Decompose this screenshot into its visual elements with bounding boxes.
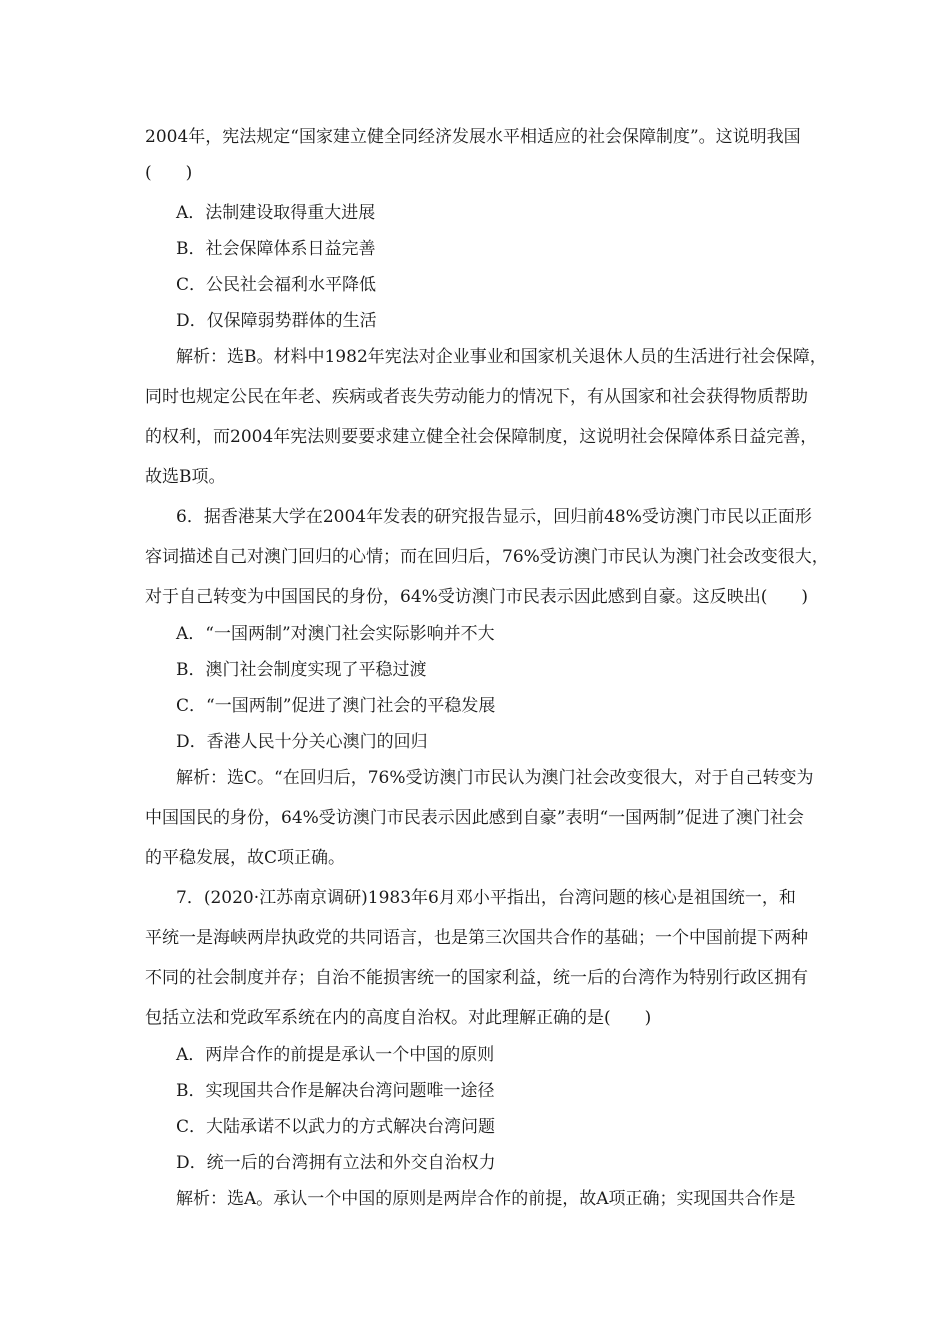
q7-option-c: C．大陆承诺不以武力的方式解决台湾问题 [176,1117,496,1137]
q7-option-a: A．两岸合作的前提是承认一个中国的原则 [176,1045,495,1065]
q6-analysis-line-2: 中国国民的身份，64%受访澳门市民表示因此感到自豪”表明“一国两制”促进了澳门社会 [145,808,804,828]
q7-option-d: D．统一后的台湾拥有立法和外交自治权力 [176,1153,496,1173]
q5-option-d: D．仅保障弱势群体的生活 [176,311,377,331]
q7-option-b: B．实现国共合作是解决台湾问题唯一途径 [176,1081,495,1101]
q6-analysis-line-1: 解析：选C。“在回归后，76%受访澳门市民认为澳门社会改变很大，对于自己转变为 [176,768,814,788]
q5-stem-line-1: 2004年，宪法规定“国家建立健全同经济发展水平相适应的社会保障制度”。这说明我国 [145,127,801,147]
q5-analysis-line-3: 的权利，而2004年宪法则要要求建立健全社会保障制度，这说明社会保障体系日益完善， [145,427,818,447]
q5-stem-line-2: ( ) [145,163,193,183]
q6-stem-line-3: 对于自己转变为中国国民的身份，64%受访澳门市民表示因此感到自豪。这反映出( ) [145,587,809,607]
q7-stem-line-4: 包括立法和党政军系统在内的高度自治权。对此理解正确的是( ) [145,1008,652,1028]
q6-stem-line-2: 容词描述自己对澳门回归的心情；而在回归后，76%受访澳门市民认为澳门社会改变很大， [145,547,829,567]
q6-option-c: C．“一国两制”促进了澳门社会的平稳发展 [176,696,496,716]
q6-option-a: A．“一国两制”对澳门社会实际影响并不大 [176,624,495,644]
q5-analysis-line-2: 同时也规定公民在年老、疾病或者丧失劳动能力的情况下，有从国家和社会获得物质帮助 [145,387,808,407]
q6-option-b: B．澳门社会制度实现了平稳过渡 [176,660,427,680]
q5-analysis-line-4: 故选B项。 [145,467,226,487]
q5-option-c: C．公民社会福利水平降低 [176,275,377,295]
q7-stem-line-3: 不同的社会制度并存；自治不能损害统一的国家利益，统一后的台湾作为特别行政区拥有 [145,968,808,988]
q5-option-b: B．社会保障体系日益完善 [176,239,376,259]
q6-option-d: D．香港人民十分关心澳门的回归 [176,732,428,752]
q5-option-a: A．法制建设取得重大进展 [176,203,376,223]
q7-analysis-line-1: 解析：选A。承认一个中国的原则是两岸合作的前提，故A项正确；实现国共合作是 [176,1189,796,1209]
q6-analysis-line-3: 的平稳发展，故C项正确。 [145,848,346,868]
q7-stem-line-1: 7．(2020·江苏南京调研)1983年6月邓小平指出，台湾问题的核心是祖国统一，和 [176,888,796,908]
q5-analysis-line-1: 解析：选B。材料中1982年宪法对企业事业和国家机关退休人员的生活进行社会保障， [176,347,827,367]
q6-stem-line-1: 6．据香港某大学在2004年发表的研究报告显示，回归前48%受访澳门市民以正面形 [176,507,812,527]
q7-stem-line-2: 平统一是海峡两岸执政党的共同语言，也是第三次国共合作的基础；一个中国前提下两种 [145,928,808,948]
